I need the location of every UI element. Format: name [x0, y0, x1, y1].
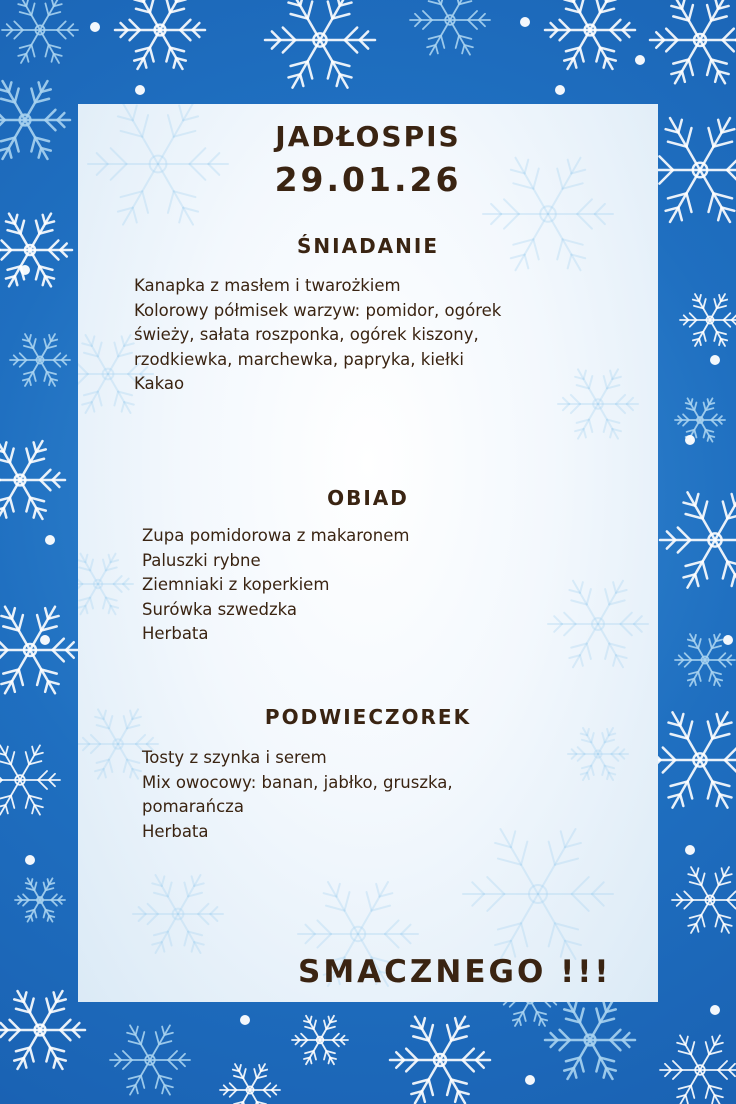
snowflake-icon: [220, 1064, 280, 1104]
snowflake-icon: [545, 0, 635, 69]
snow-dot: [520, 17, 530, 27]
snowflake-icon: [15, 878, 65, 921]
list-item: Zupa pomidorowa z makaronem: [142, 526, 410, 545]
list-item: świeży, sałata roszponka, ogórek kiszony,: [134, 325, 479, 344]
snowflake-icon: [115, 0, 205, 69]
snow-dot: [685, 845, 695, 855]
snowflake-icon: [675, 398, 725, 441]
snack-heading: PODWIECZOREK: [264, 705, 472, 729]
snow-dot: [240, 1015, 250, 1025]
snow-dot: [555, 85, 565, 95]
snack-list: [142, 746, 453, 844]
snowflake-icon: [672, 867, 736, 933]
lunch-list: [142, 524, 409, 647]
list-item: pomarańcza: [142, 797, 244, 816]
snow-dot: [135, 85, 145, 95]
snow-dot: [90, 22, 100, 32]
snowflake-icon: [558, 369, 638, 438]
snow-dot: [20, 265, 30, 275]
lunch-heading: OBIAD: [327, 486, 409, 510]
snowflake-icon: [0, 745, 60, 814]
snowflake-icon: [10, 334, 70, 386]
list-item: Kolorowy półmisek warzyw: pomidor, ogórek: [134, 300, 502, 320]
snowflake-icon: [390, 1017, 490, 1104]
list-item: Kanapka z masłem i twarożkiem: [134, 276, 401, 295]
snowflake-icon: [0, 441, 65, 519]
snowflake-icon: [660, 492, 736, 587]
snow-dot: [45, 535, 55, 545]
list-item: Kakao: [134, 374, 185, 393]
list-item: Paluszki rybne: [142, 550, 261, 570]
breakfast-list: [134, 274, 501, 397]
snowflake-icon: [0, 991, 85, 1069]
snowflake-icon: [548, 581, 648, 668]
snowflake-icon: [0, 607, 80, 694]
snow-dot: [525, 1075, 535, 1085]
closing-text: SMACZNEGO !!!: [298, 954, 612, 990]
snow-dot: [710, 355, 720, 365]
snowflake-icon: [463, 829, 613, 959]
snow-dot: [635, 55, 645, 65]
snowflake-icon: [680, 294, 736, 346]
list-item: Surówka szwedzka: [142, 599, 297, 619]
snowflake-icon: [110, 1025, 190, 1094]
snowflake-icon: [660, 1035, 736, 1104]
snow-dot: [685, 435, 695, 445]
list-item: rzodkiewka, marchewka, papryka, kiełki: [134, 349, 464, 369]
menu-date: 29.01.26: [274, 160, 462, 199]
snow-dot: [25, 855, 35, 865]
list-item: Mix owocowy: banan, jabłko, gruszka,: [142, 772, 453, 792]
snowflake-icon: [0, 81, 70, 159]
list-item: Ziemniaki z koperkiem: [142, 575, 330, 594]
snowflake-icon: [2, 0, 78, 63]
snow-dot: [723, 635, 733, 645]
snow-dot: [40, 635, 50, 645]
breakfast-heading: ŚNIADANIE: [297, 234, 439, 258]
menu-card: [78, 104, 658, 1002]
menu-title: JADŁOSPIS: [275, 120, 461, 153]
snowflake-icon: [545, 1001, 635, 1079]
list-item: Herbata: [142, 821, 209, 841]
list-item: Tosty z szynka i serem: [142, 748, 327, 767]
snowflake-icon: [292, 1016, 348, 1064]
snowflake-icon: [410, 0, 490, 55]
snowflake-icon: [78, 554, 133, 615]
list-item: Herbata: [142, 624, 209, 643]
snowflake-icon: [568, 728, 628, 780]
snowflake-icon: [133, 875, 223, 953]
snowflake-icon: [265, 0, 375, 88]
snowflake-icon: [650, 0, 736, 83]
snow-dot: [710, 1005, 720, 1015]
snowflake-icon: [0, 214, 72, 287]
snowflake-icon: [645, 712, 736, 807]
